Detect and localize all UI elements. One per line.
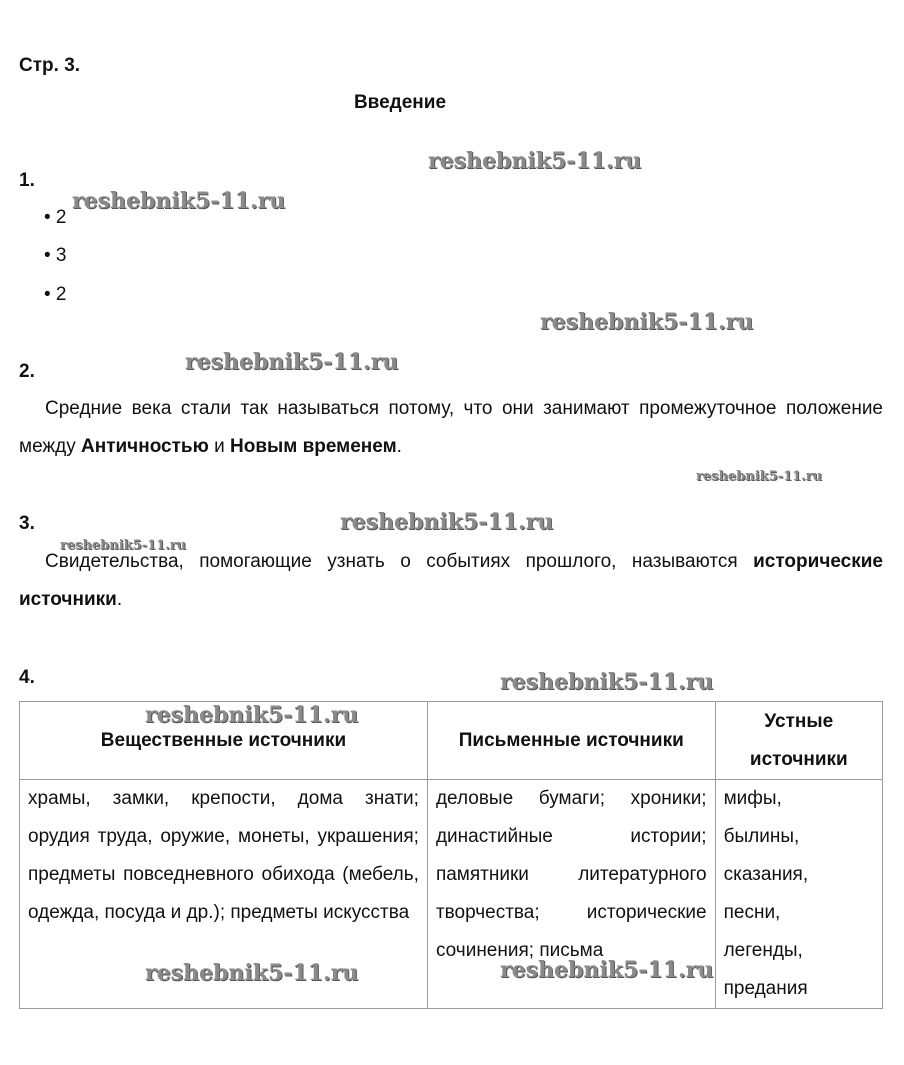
list-item: предания — [723, 978, 808, 999]
question-3-number: 3. — [19, 513, 35, 534]
header-oral: Устные источники — [715, 702, 882, 780]
question-4-number: 4. — [19, 667, 35, 688]
list-item: легенды, — [723, 940, 803, 961]
watermark: reshebnik5-11.ru — [145, 960, 359, 986]
watermark: reshebnik5-11.ru — [60, 538, 187, 553]
watermark: reshebnik5-11.ru — [500, 669, 714, 695]
header-written: Письменные источники — [427, 702, 715, 780]
header-material: Вещественные источники — [20, 702, 428, 780]
list-item: былины, — [723, 826, 800, 847]
watermark: reshebnik5-11.ru — [185, 349, 399, 375]
cell-material: храмы, замки, крепости, дома знати; орудия труда, оружие, монеты, украшения; предметы повседневного обихода (мебель, одежда, посуда и др.); предметы искусства — [20, 780, 428, 1009]
list-item: сказания, — [723, 864, 809, 885]
watermark: reshebnik5-11.ru — [500, 957, 714, 983]
answer-bullet: • 2 — [44, 207, 67, 228]
page-title: Введение — [353, 92, 447, 113]
watermark: reshebnik5-11.ru — [428, 148, 642, 174]
watermark: reshebnik5-11.ru — [696, 469, 823, 484]
question-3-answer: Свидетельства, помогающие узнать о событиях прошлого, называются исторические источники. — [19, 551, 883, 610]
list-item: песни, — [723, 902, 781, 923]
cell-oral — [715, 780, 882, 1009]
watermark: reshebnik5-11.ru — [72, 188, 286, 214]
list-item: мифы, — [723, 788, 782, 809]
watermark: reshebnik5-11.ru — [340, 509, 554, 535]
page-number: Стр. 3. — [19, 55, 81, 76]
question-2-number: 2. — [19, 361, 35, 382]
answer-bullet: • 2 — [44, 284, 67, 305]
watermark: reshebnik5-11.ru — [540, 309, 754, 335]
question-2-answer: Средние века стали так называться потому, что они занимают промежуточное положение между Античностью и Новым временем. — [19, 398, 883, 457]
question-1-number: 1. — [19, 170, 35, 191]
watermark: reshebnik5-11.ru — [145, 702, 359, 728]
answer-bullet: • 3 — [44, 245, 67, 266]
cell-written: деловые бумаги; хроники; династийные истории; памятники литературного творчества; исторические сочинения; письма — [427, 780, 715, 1009]
